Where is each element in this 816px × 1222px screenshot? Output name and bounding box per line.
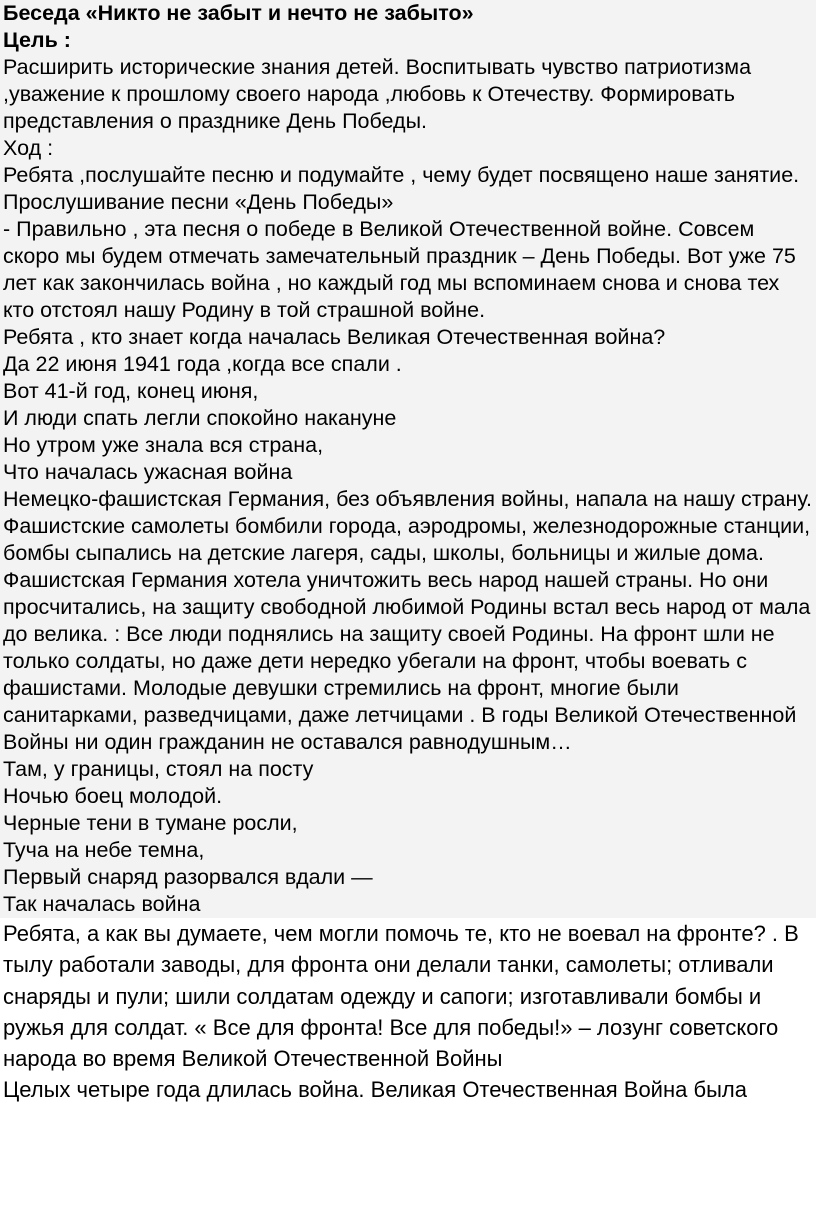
paragraph-invasion: Немецко-фашистская Германия, без объявления войны, напала на нашу страну. Фашистские самолеты бомбили города, аэродромы, железнодорожные станции, бомбы сыпались на детские лагеря, сады, школы, больницы и жилые дома. Фашистская Германия хотела уничтожить весь народ нашей страны. Но они просчитались, на защиту свободной любимой Родины встал весь народ от мала до велика. : Все люди поднялись на защиту своей Родины. На фронт шли не только солдаты, но даже дети нередко убегали на фронт, чтобы воевать с фашистами. Молодые девушки стремились на фронт, многие были санитарками, разведчицами, даже летчицами . В годы Великой Отечественной Войны ни один гражданин не оставался равнодушным… <box>3 487 812 754</box>
paragraph-question: Ребята , кто знает когда началась Великая Отечественная война? <box>3 325 666 349</box>
poem-line: Первый снаряд разорвался вдали — <box>3 865 373 889</box>
goal-text: Расширить исторические знания детей. Воспитывать чувство патриотизма ,уважение к прошлому своего народа ,любовь к Отечеству. Формировать представления о празднике День Победы. <box>3 55 752 133</box>
poem-line: Туча на небе темна, <box>3 838 205 862</box>
poem-line: Что началась ужасная война <box>3 460 293 484</box>
paragraph-victory: - Правильно , эта песня о победе в Великой Отечественной войне. Совсем скоро мы будем отмечать замечательный праздник – День Победы. Вот уже 75 лет как закончилась война , но каждый год мы вспоминаем снова и снова тех кто отстоял нашу Родину в той страшной войне. <box>3 217 796 322</box>
poem-line: Ночью боец молодой. <box>3 784 223 808</box>
course-label: Ход : <box>3 136 54 160</box>
paragraph-home-front: Ребята, а как вы думаете, чем могли помочь те, кто не воевал на фронте? . В тылу работали заводы, для фронта они делали танки, самолеты; отливали снаряды и пули; шили солдатам одежду и сапоги; изготавливали бомбы и ружья для солдат. « Все для фронта! Все для победы!» – лозунг советского народа во время Великой Отечественной Войны <box>3 921 799 1072</box>
poem-line: Черные тени в тумане росли, <box>3 811 298 835</box>
poem-line: И люди спать легли спокойно накануне <box>3 406 397 430</box>
document-title: Беседа «Никто не забыт и нечто не забыто» <box>3 1 474 25</box>
goal-label: Цель : <box>3 28 71 52</box>
plain-section <box>0 918 816 1106</box>
paragraph-answer: Да 22 июня 1941 года ,когда все спали . <box>3 352 402 376</box>
paragraph-listen: Ребята ,послушайте песню и подумайте , чему будет посвящено наше занятие. <box>3 163 800 187</box>
poem-line: Там, у границы, стоял на посту <box>3 757 314 781</box>
paragraph-song: Прослушивание песни «День Победы» <box>3 190 394 214</box>
poem-line: Так началась война <box>3 892 201 916</box>
paragraph-four-years: Целых четыре года длилась война. Великая Отечественная Война была <box>3 1077 747 1103</box>
poem-line: Но утром уже знала вся страна, <box>3 433 324 457</box>
poem-line: Вот 41-й год, конец июня, <box>3 379 259 403</box>
